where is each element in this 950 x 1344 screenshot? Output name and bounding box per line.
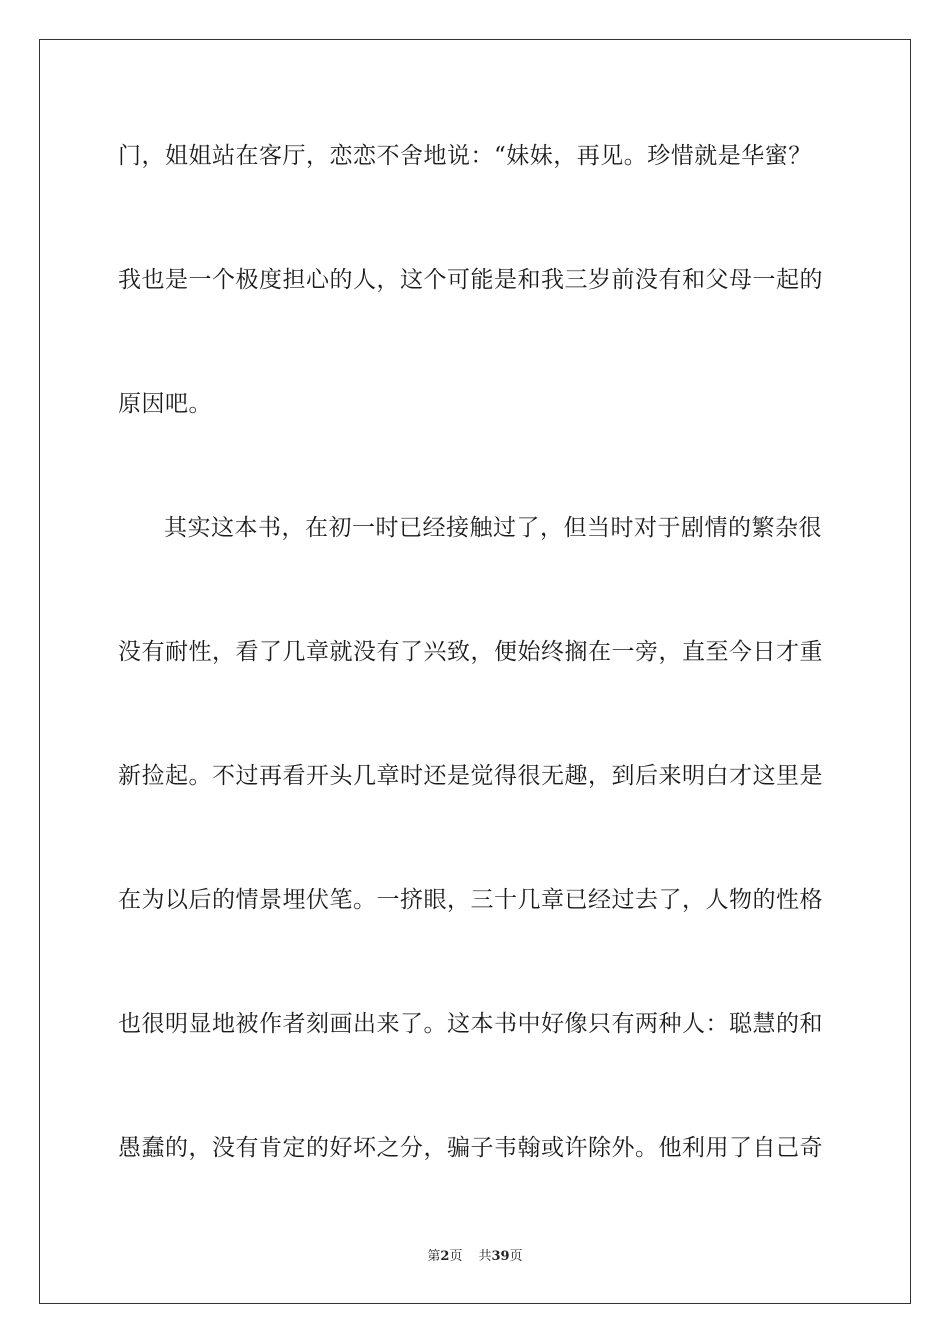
page-prefix: 第 [427, 1249, 441, 1264]
page-suffix: 页 [449, 1249, 463, 1264]
text-line: 原因吧。 [118, 391, 212, 417]
total-suffix: 页 [509, 1249, 523, 1264]
text-line: 在为以后的情景埋伏笔。一挤眼，三十几章已经过去了，人物的性格 [118, 887, 823, 913]
document-body [118, 125, 838, 1241]
text-line: 我也是一个极度担心的人，这个可能是和我三岁前没有和父母一起的 [118, 267, 823, 293]
text-line: 门，姐姐站在客厅，恋恋不舍地说：“妹妹，再见。珍惜就是华蜜？ [118, 143, 812, 169]
paragraph-start-line: 其实这本书，在初一时已经接触过了，但当时对于剧情的繁杂很 [164, 515, 822, 541]
page-footer [0, 1248, 950, 1266]
total-pages: 39 [491, 1249, 510, 1264]
page-number: 2 [440, 1249, 450, 1264]
total-prefix: 共 [478, 1249, 492, 1264]
text-line: 愚蠢的，没有肯定的好坏之分，骗子韦翰或许除外。他利用了自己奇 [118, 1135, 823, 1161]
text-line: 没有耐性，看了几章就没有了兴致，便始终搁在一旁，直至今日才重 [118, 639, 823, 665]
text-line: 也很明显地被作者刻画出来了。这本书中好像只有两种人：聪慧的和 [118, 1011, 823, 1037]
text-line: 新捡起。不过再看开头几章时还是觉得很无趣，到后来明白才这里是 [118, 763, 823, 789]
